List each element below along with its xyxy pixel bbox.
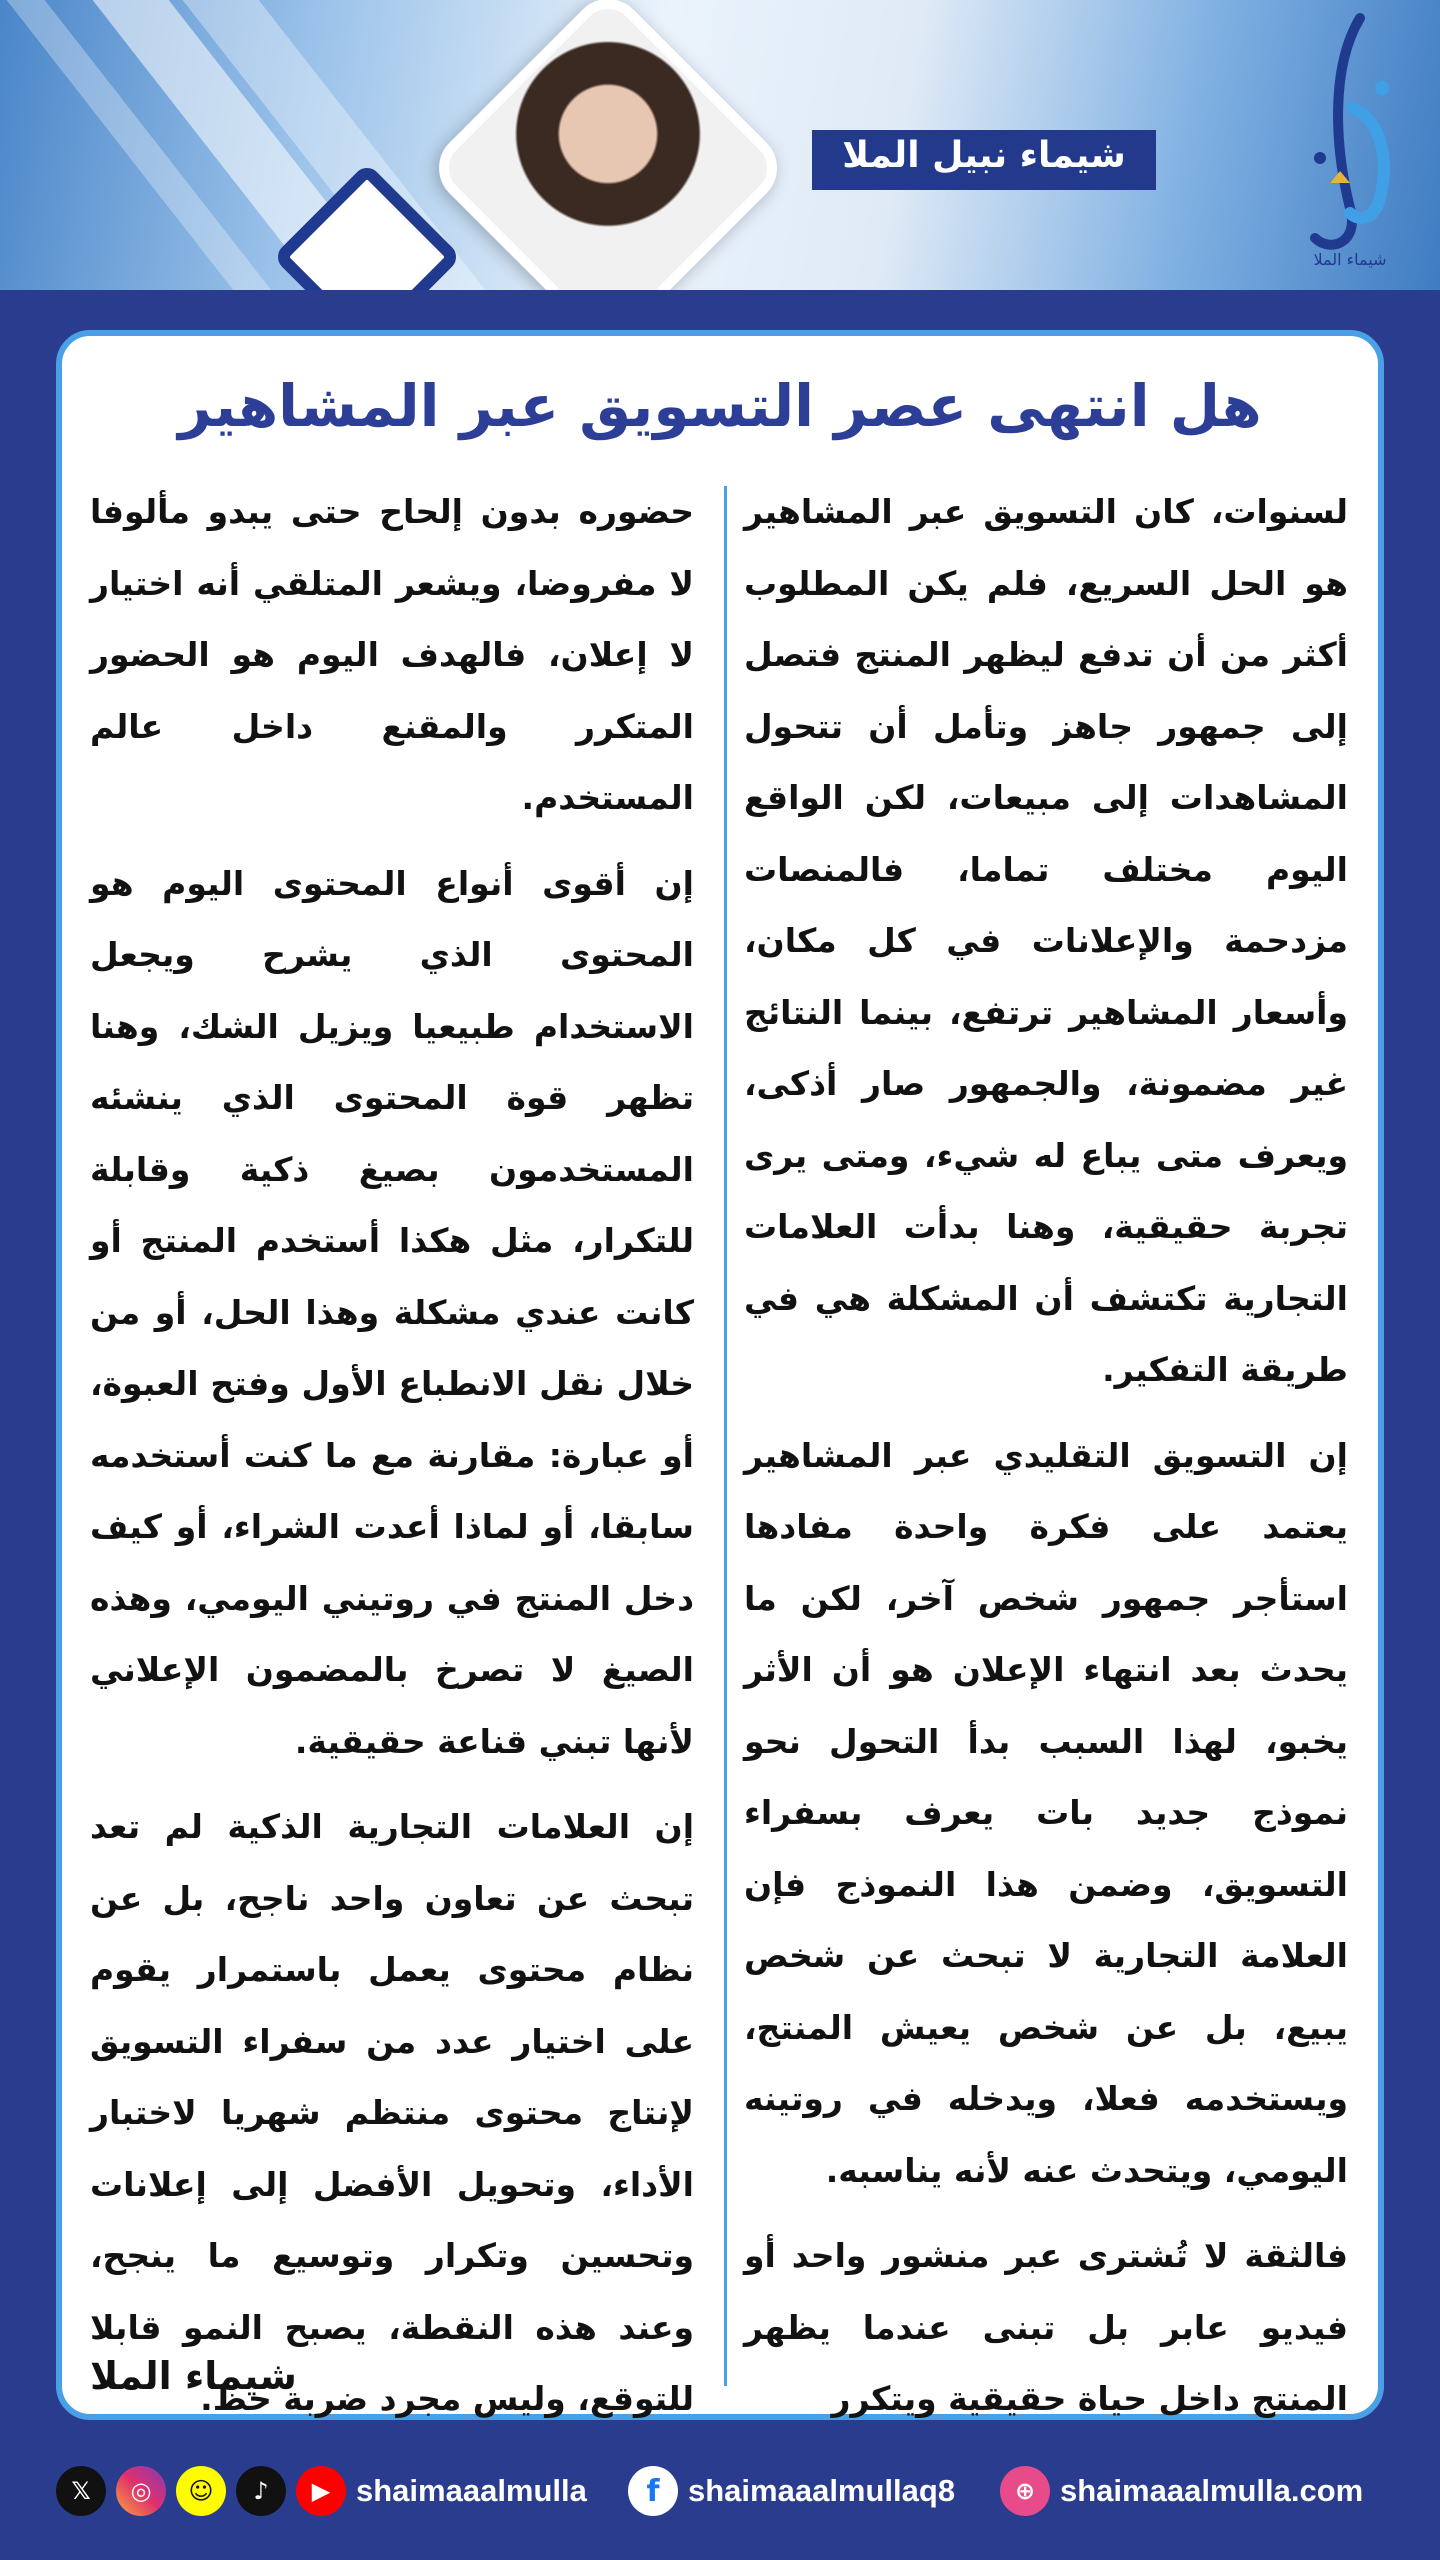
website-link[interactable]: shaimaaalmulla.com bbox=[1060, 2473, 1364, 2508]
paragraph: إن العلامات التجارية الذكية لم تعد تبحث عن تعاون واحد ناجح، بل عن نظام محتوى يعمل باستمرار يقوم على اختيار عدد من سفراء التسويق لإنتاج محتوى منتظم شهريا لاختبار الأداء، وتحويل الأفضل إلى إعلانات وتحسين وتكرار وتوسيع ما ينجح، وعند هذه النقطة، يصبح النمو قابلا للتوقع، وليس مجرد ضربة حظ. bbox=[90, 1807, 694, 2418]
brand-logo-icon bbox=[1290, 8, 1410, 278]
article-title: هل انتهى عصر التسويق عبر المشاهير bbox=[178, 372, 1262, 440]
social-group-website bbox=[1000, 2463, 1363, 2519]
author-name: شيماء نبيل الملا bbox=[842, 135, 1126, 176]
twitter-handle[interactable]: shaimaaalmulla bbox=[356, 2473, 587, 2508]
portrait-image bbox=[438, 0, 779, 290]
article-column-left bbox=[90, 476, 694, 2449]
facebook-handle[interactable]: shaimaaalmullaq8 bbox=[688, 2473, 956, 2508]
x-icon[interactable]: 𝕏 bbox=[56, 2466, 106, 2516]
paragraph: لسنوات، كان التسويق عبر المشاهير هو الحل السريع، فلم يكن المطلوب أكثر من أن تدفع ليظهر المنتج فتصل إلى جمهور جاهز وتأمل أن تتحول المشاهدات إلى مبيعات، لكن الواقع اليوم مختلف تماما، فالمنصات مزدحمة والإعلانات في كل مكان، وأسعار المشاهير ترتفع، بينما النتائج غير مضمونة، والجمهور صار أذكى، ويعرف متى يباع له شيء، ومتى يرى تجربة حقيقية، وهنا بدأت العلامات التجارية تكتشف أن المشكلة هي في طريقة التفكير. bbox=[744, 492, 1348, 1389]
column-divider bbox=[724, 486, 727, 2386]
instagram-icon[interactable]: ◎ bbox=[116, 2466, 166, 2516]
article-signature: شيماء الملا bbox=[90, 2354, 297, 2398]
article-card bbox=[56, 330, 1384, 2420]
paragraph: فالثقة لا تُشترى عبر منشور واحد أو فيديو عابر بل تبنى عندما يظهر المنتج داخل حياة حقيقية ويتكرر bbox=[744, 2236, 1348, 2418]
facebook-icon[interactable]: f bbox=[628, 2466, 678, 2516]
tiktok-icon[interactable]: ♪ bbox=[236, 2466, 286, 2516]
paragraph: حضوره بدون إلحاح حتى يبدو مألوفا لا مفروضا، ويشعر المتلقي أنه اختيار لا إعلان، فالهدف اليوم هو الحضور المتكرر والمقنع داخل عالم المستخدم. bbox=[90, 492, 694, 817]
paragraph: إن أقوى أنواع المحتوى اليوم هو المحتوى الذي يشرح ويجعل الاستخدام طبيعيا ويزيل الشك، وهنا تظهر قوة المحتوى الذي ينشئه المستخدمون بصيغ ذكية وقابلة للتكرار، مثل هكذا أستخدم المنتج أو كانت عندي مشكلة وهذا الحل، أو من خلال نقل الانطباع الأول وفتح العبوة، أو عبارة: مقارنة مع ما كنت أستخدمه سابقا، أو لماذا أعدت الشراء، أو كيف دخل المنتج في روتيني اليومي، وهذه الصيغ لا تصرخ بالمضمون الإعلاني لأنها تبني قناعة حقيقية. bbox=[90, 863, 694, 1761]
paragraph: إن التسويق التقليدي عبر المشاهير يعتمد على فكرة واحدة مفادها استأجر جمهور شخص آخر، لكن ما يحدث بعد انتهاء الإعلان هو أن الأثر يخبو، لهذا السبب بدأ التحول نحو نموذج جديد بات يعرف بسفراء التسويق، وضمن هذا النموذج فإن العلامة التجارية لا تبحث عن شخص يبيع، بل عن شخص يعيش المنتج، ويستخدمه فعلا، ويدخله في روتينه اليومي، ويتحدث عنه لأنه يناسبه. bbox=[744, 1435, 1348, 2190]
header-banner bbox=[0, 0, 1440, 290]
article-column-right bbox=[744, 476, 1348, 2449]
youtube-icon[interactable]: ▶ bbox=[296, 2466, 346, 2516]
snapchat-icon[interactable]: ☺ bbox=[176, 2466, 226, 2516]
author-portrait bbox=[424, 0, 792, 290]
social-group-facebook bbox=[628, 2463, 955, 2519]
social-group-main bbox=[56, 2463, 587, 2519]
dribbble-icon[interactable]: ⊕ bbox=[1000, 2466, 1050, 2516]
logo-caption: شيماء الملا bbox=[1313, 250, 1387, 269]
